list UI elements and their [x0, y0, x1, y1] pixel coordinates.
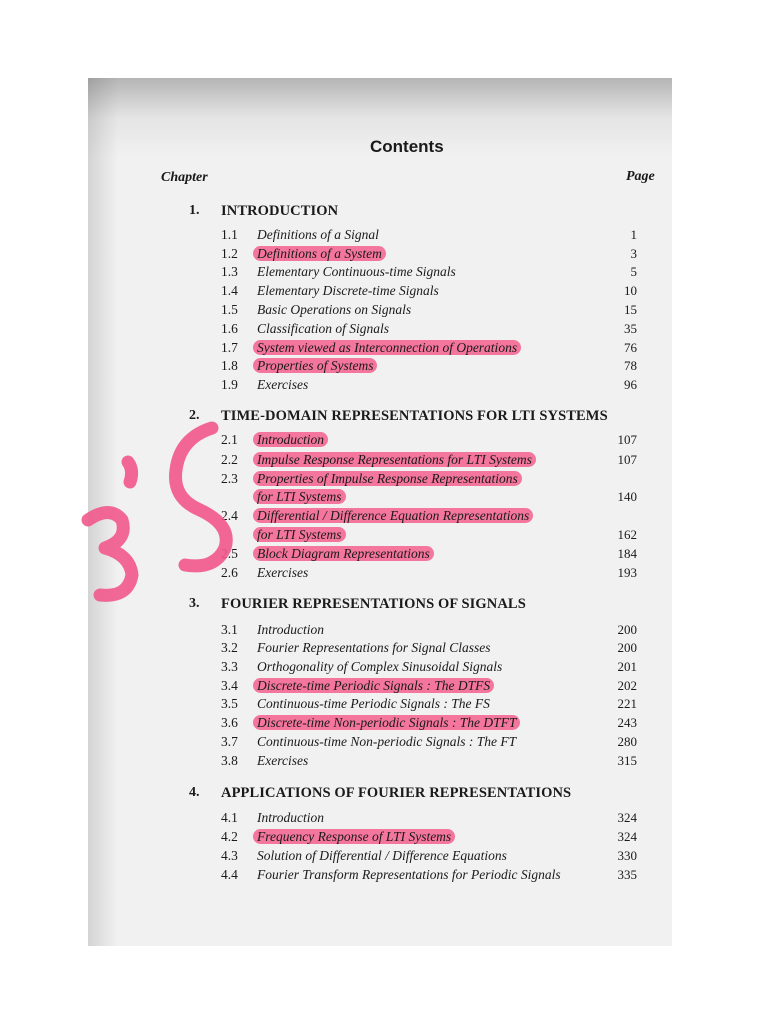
section-title-text: Definitions of a Signal	[257, 227, 379, 242]
section-title-text: Introduction	[257, 622, 324, 637]
section-number: 2.5	[221, 546, 238, 561]
section-page-number: 324	[617, 829, 637, 844]
chapter-title: TIME-DOMAIN REPRESENTATIONS FOR LTI SYSTEMS	[221, 408, 608, 424]
section-number: 2.2	[221, 452, 238, 467]
section-number: 3.7	[221, 734, 238, 749]
handwritten-digit-5	[176, 428, 227, 566]
section-page-number: 35	[624, 321, 637, 336]
handwritten-apostrophe	[128, 462, 132, 482]
page-column-label: Page	[626, 169, 655, 184]
section-title-text: Elementary Continuous-time Signals	[257, 264, 456, 279]
section-title-text: Exercises	[257, 377, 309, 392]
section-number: 2.3	[221, 471, 238, 486]
highlighted-section-title: Block Diagram Representations	[253, 546, 434, 561]
section-title-text: Exercises	[257, 565, 309, 580]
section-title-text: Exercises	[257, 753, 309, 768]
section-number: 1.7	[221, 340, 238, 355]
section-title-text: Continuous-time Non-periodic Signals : The FT	[257, 734, 517, 749]
chapter-number: 4.	[189, 785, 200, 800]
section-title-text: Fourier Transform Representations for Periodic Signals	[257, 867, 561, 882]
section-number: 3.8	[221, 753, 238, 768]
chapter-title: FOURIER REPRESENTATIONS OF SIGNALS	[221, 596, 526, 612]
section-number: 1.4	[221, 283, 238, 298]
section-number: 2.1	[221, 432, 238, 447]
highlighted-section-title: Differential / Difference Equation Representations	[253, 508, 533, 523]
section-number: 3.6	[221, 715, 238, 730]
section-page-number: 162	[617, 527, 637, 542]
section-number: 1.8	[221, 358, 238, 373]
section-page-number: 184	[617, 546, 637, 561]
section-page-number: 200	[617, 640, 637, 655]
section-page-number: 193	[617, 565, 637, 580]
section-page-number: 324	[617, 810, 637, 825]
section-number: 1.2	[221, 246, 238, 261]
section-page-number: 335	[617, 867, 637, 882]
section-number: 2.6	[221, 565, 238, 580]
section-page-number: 5	[630, 264, 637, 279]
section-page-number: 15	[624, 302, 637, 317]
handwritten-digit-3	[88, 513, 132, 596]
highlighted-section-title: Discrete-time Non-periodic Signals : The DTFT	[253, 715, 520, 730]
highlighted-section-title: Impulse Response Representations for LTI Systems	[253, 452, 536, 467]
section-page-number: 200	[617, 622, 637, 637]
section-number: 4.3	[221, 848, 238, 863]
section-number: 3.1	[221, 622, 238, 637]
chapter-title: INTRODUCTION	[221, 203, 339, 219]
section-page-number: 140	[617, 489, 637, 504]
section-number: 2.4	[221, 508, 238, 523]
section-number: 4.4	[221, 867, 238, 882]
section-page-number: 1	[630, 227, 637, 242]
section-page-number: 107	[617, 432, 637, 447]
chapter-number: 1.	[189, 203, 200, 218]
page-title: Contents	[370, 137, 444, 156]
section-page-number: 76	[624, 340, 637, 355]
section-page-number: 280	[617, 734, 637, 749]
highlighted-section-title: Discrete-time Periodic Signals : The DTFS	[253, 678, 494, 693]
section-number: 3.4	[221, 678, 238, 693]
chapter-column-label: Chapter	[161, 170, 208, 185]
chapter-title: APPLICATIONS OF FOURIER REPRESENTATIONS	[221, 785, 572, 801]
section-title-text: Orthogonality of Complex Sinusoidal Signals	[257, 659, 503, 674]
section-number: 1.5	[221, 302, 238, 317]
section-title-text: Solution of Differential / Difference Equations	[257, 848, 507, 863]
section-page-number: 78	[624, 358, 637, 373]
chapter-number: 3.	[189, 596, 200, 611]
section-title-text: Classification of Signals	[257, 321, 390, 336]
section-number: 1.6	[221, 321, 238, 336]
section-number: 1.1	[221, 227, 238, 242]
section-number: 3.3	[221, 659, 238, 674]
highlighted-section-title: for LTI Systems	[253, 489, 346, 504]
highlighted-section-title: Introduction	[253, 432, 328, 447]
section-page-number: 201	[617, 659, 637, 674]
section-page-number: 3	[630, 246, 637, 261]
highlighted-section-title: System viewed as Interconnection of Operations	[253, 340, 521, 355]
section-page-number: 96	[624, 377, 637, 392]
section-page-number: 243	[617, 715, 637, 730]
section-title-text: Continuous-time Periodic Signals : The FS	[257, 696, 490, 711]
highlighted-section-title: Properties of Systems	[253, 358, 377, 373]
section-page-number: 330	[617, 848, 637, 863]
section-page-number: 221	[617, 696, 637, 711]
section-page-number: 107	[617, 452, 637, 467]
section-number: 3.2	[221, 640, 238, 655]
section-number: 3.5	[221, 696, 238, 711]
section-title-text: Introduction	[257, 810, 324, 825]
highlighted-section-title: Definitions of a System	[253, 246, 386, 261]
section-title-text: Elementary Discrete-time Signals	[257, 283, 439, 298]
section-title-text: Basic Operations on Signals	[257, 302, 412, 317]
section-page-number: 10	[624, 283, 637, 298]
chapter-number: 2.	[189, 408, 200, 423]
highlighted-section-title: Properties of Impulse Response Representations	[253, 471, 522, 486]
section-title-text: Fourier Representations for Signal Classes	[257, 640, 491, 655]
highlighted-section-title: for LTI Systems	[253, 527, 346, 542]
highlighted-section-title: Frequency Response of LTI Systems	[253, 829, 455, 844]
section-page-number: 315	[617, 753, 637, 768]
section-number: 1.3	[221, 264, 238, 279]
section-number: 4.1	[221, 810, 238, 825]
section-page-number: 202	[617, 678, 637, 693]
section-number: 1.9	[221, 377, 238, 392]
section-number: 4.2	[221, 829, 238, 844]
